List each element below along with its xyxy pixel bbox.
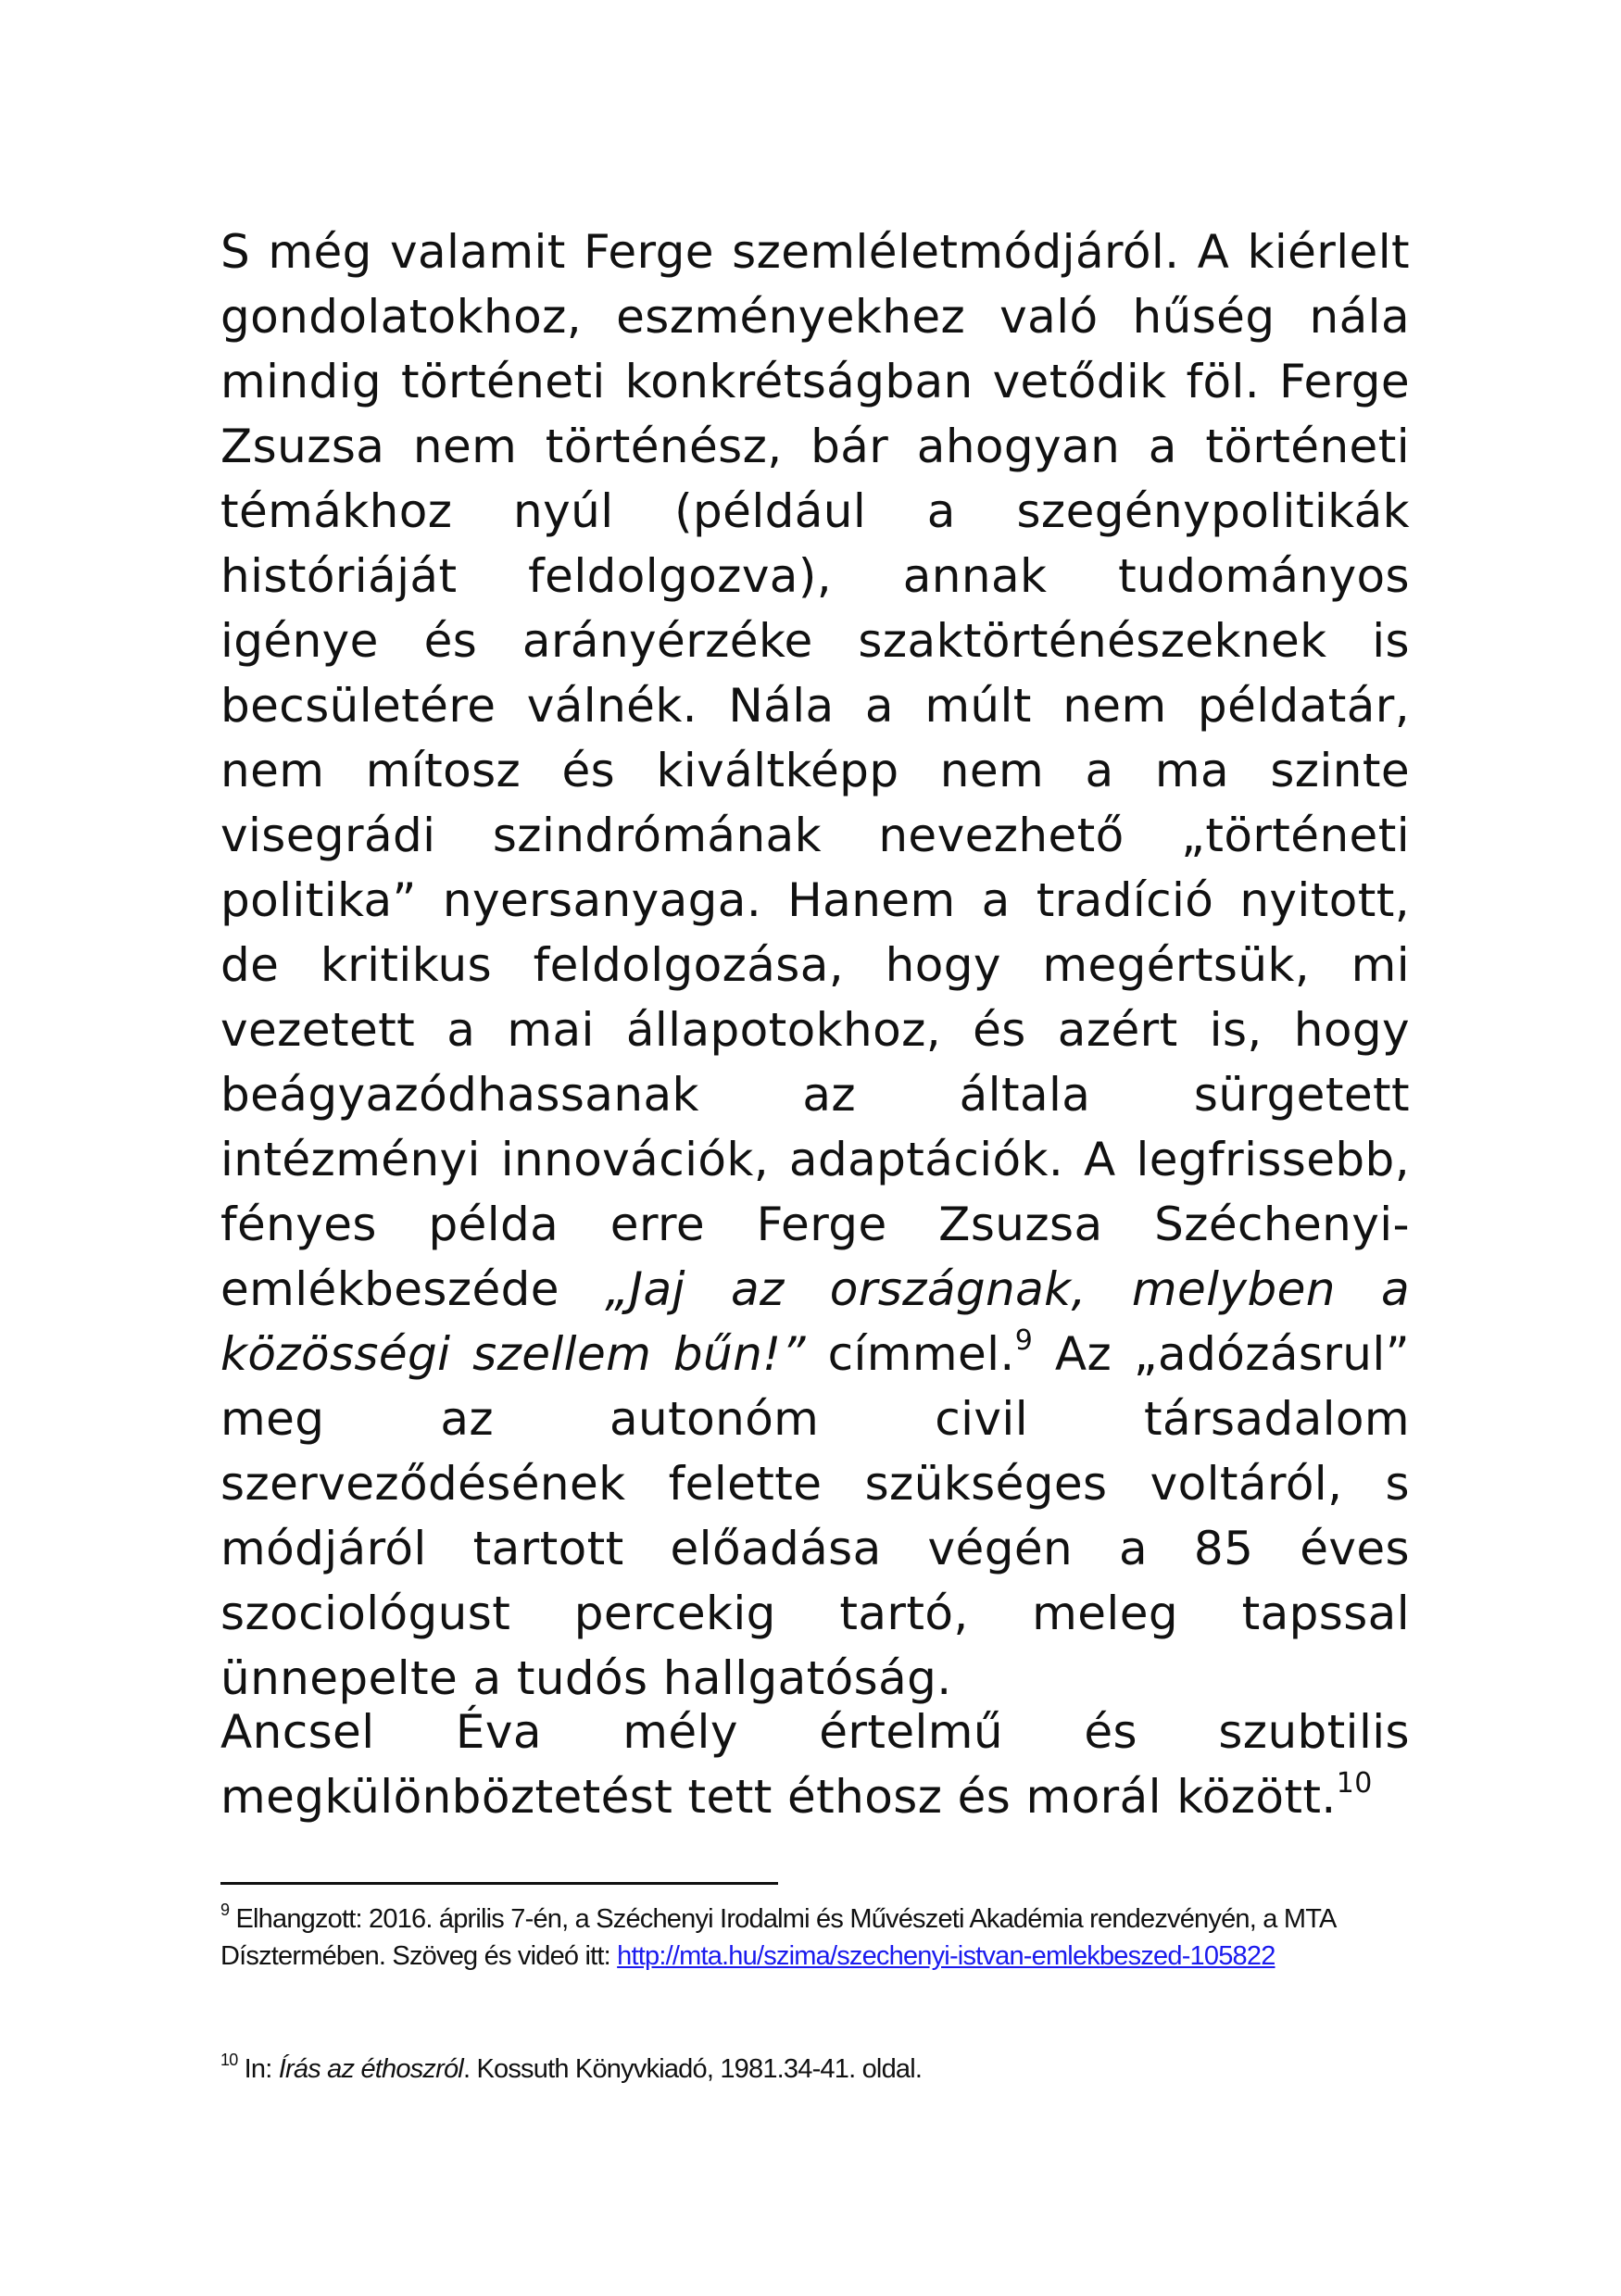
footnote-reference-9[interactable]: 9 — [1014, 1324, 1034, 1358]
paragraph-text: címmel. — [805, 1327, 1015, 1381]
body-paragraph-1 — [220, 220, 1410, 1711]
footnote-reference-10[interactable]: 10 — [1336, 1767, 1373, 1800]
footnote-number: 9 — [220, 1901, 230, 1920]
footnote-9 — [220, 1901, 1415, 1975]
footnote-text: In: — [237, 2054, 279, 2084]
footnote-10 — [220, 2051, 1415, 2088]
footnote-text: Elhangzott: 2016. április 7-én, a Széchenyi Irodalmi és Művészeti Akadémia rendezvényén, a MTA Dísztermében. Szöveg és videó itt: — [220, 1904, 1335, 1971]
italic-speech-title: „Jaj az országnak, melyben a közösségi szellem bűn!” — [220, 1262, 1410, 1381]
book-title: Írás az éthoszról — [278, 2054, 463, 2084]
body-paragraph-2 — [220, 1700, 1410, 1829]
paragraph-text: S még valamit Ferge szemléletmódjáról. A kiérlelt gondolatokhoz, eszményekhez való hűség nála mindig történeti konkrétságban vetődik föl. Ferge Zsuzsa nem történész, bár ahogyan a történeti témákhoz nyúl (például a szegénypolitikák históriáját feldolgozva), annak tudományos igénye és arányérzéke szaktörténészeknek is becsületére válnék. Nála a múlt nem példatár, nem mítosz és kiváltképp nem a ma szinte visegrádi szindrómának nevezhető „történeti politika” nyersanyaga. Hanem a tradíció nyitott, de kritikus feldolgozása, hogy megértsük, mi vezetett a mai állapotokhoz, és azért is, hogy beágyazódhassanak az általa sürgetett intézményi innovációk, adaptációk. A legfrissebb, fényes példa erre Ferge Zsuzsa Széchenyi-emlékbeszéde — [220, 225, 1410, 1316]
paragraph-text: Ancsel Éva mély értelmű és szubtilis megkülönböztetést tett éthosz és morál között. — [220, 1705, 1410, 1824]
paragraph-text: Az „adózásrul” meg az autonóm civil társadalom szerveződésének felette szükséges voltáról, s módjáról tartott előadása végén a 85 éves szociológust percekig tartó, meleg tapssal ünnepelte a tudós hallgatóság. — [220, 1327, 1410, 1705]
footnote-text: . Kossuth Könyvkiadó, 1981.34-41. oldal. — [462, 2054, 923, 2084]
footnote-number: 10 — [220, 2051, 238, 2070]
footnote-separator — [220, 1882, 778, 1885]
footnote-link[interactable]: http://mta.hu/szima/szechenyi-istvan-emlekbeszed-105822 — [617, 1941, 1275, 1971]
